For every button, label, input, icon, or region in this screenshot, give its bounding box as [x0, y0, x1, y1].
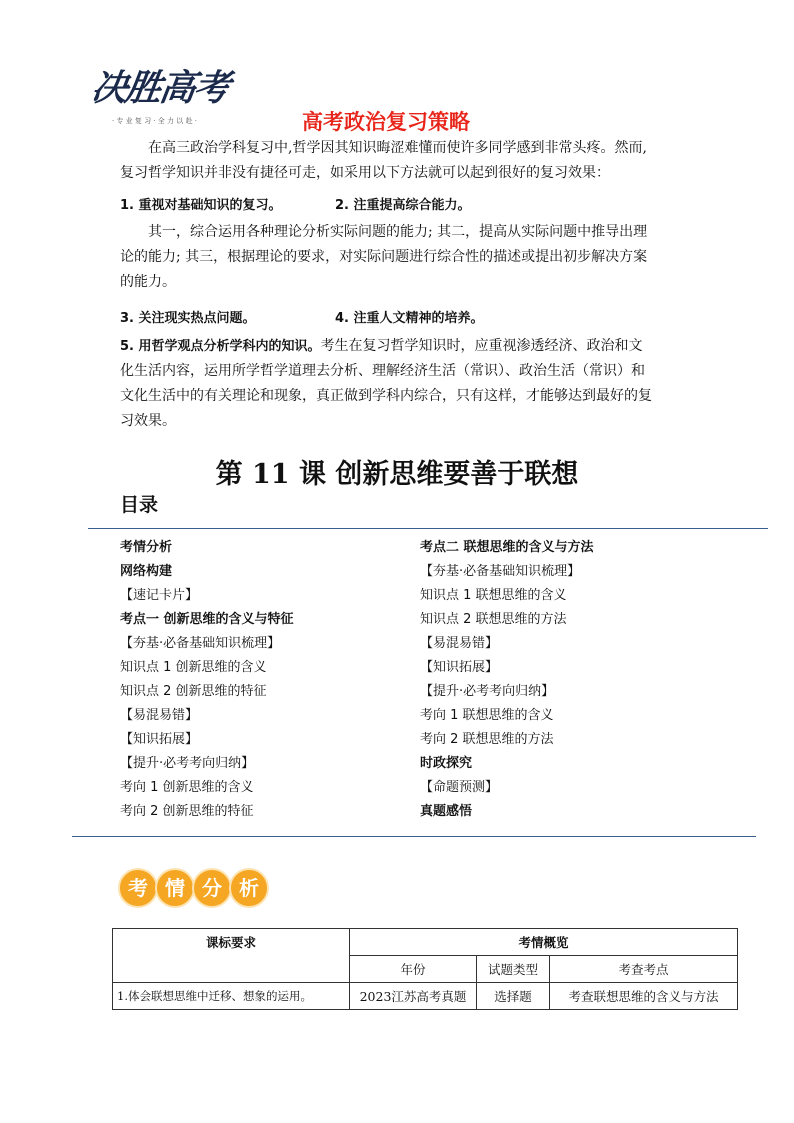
- tip-2-line-1: 其一，综合运用各种理论分析实际问题的能力; 其二，提高从实际问题中推导出理: [148, 224, 648, 240]
- lesson-title: 第 11 课 创新思维要善于联想: [215, 459, 579, 490]
- badge-char: 分: [202, 876, 222, 900]
- tip-5-line-2: 化生活内容，运用所学哲学道理去分析、理解经济生活（常识）、政治生活（常识）和: [120, 363, 645, 379]
- badge-char: 考: [128, 876, 148, 900]
- exam-analysis-table: [112, 928, 738, 1010]
- toc-right-item[interactable]: 考向 2 联想思维的方法: [420, 732, 554, 747]
- intro-line-1: 在高三政治学科复习中,哲学因其知识晦涩难懂而使许多同学感到非常头疼。然而,: [148, 140, 647, 156]
- logo: 决胜高考: [88, 68, 231, 109]
- divider-top: [88, 528, 768, 529]
- divider-bottom: [72, 836, 756, 837]
- tip-2: 2. 注重提高综合能力。: [335, 198, 471, 213]
- toc-right-item[interactable]: 【夯基·必备基础知识梳理】: [420, 564, 581, 579]
- header-overview: 考情概览: [350, 929, 738, 956]
- toc-left-item[interactable]: 考向 1 创新思维的含义: [120, 780, 254, 795]
- toc-left-item[interactable]: 【易混易错】: [120, 708, 199, 723]
- cell-curriculum: 1.体会联想思维中迁移、想象的运用。: [113, 983, 350, 1010]
- toc-left-item[interactable]: 【提升·必考考向归纳】: [120, 756, 255, 771]
- toc-left-column: [120, 536, 294, 824]
- toc-left-item[interactable]: 考情分析: [120, 540, 173, 555]
- toc-right-item[interactable]: 考向 1 联想思维的含义: [420, 708, 554, 723]
- tip-2-line-2: 论的能力; 其三，根据理论的要求，对实际问题进行综合性的描述或提出初步解决方案: [120, 249, 648, 265]
- toc-left-item[interactable]: 考点一 创新思维的含义与特征: [120, 612, 294, 627]
- toc-right-item[interactable]: 【易混易错】: [420, 636, 499, 651]
- tip-5-detail: [120, 334, 680, 434]
- subheader-topic: 考查考点: [550, 956, 738, 983]
- tip-2-detail: [120, 220, 680, 295]
- tip-5: 5. 用哲学观点分析学科内的知识。: [120, 339, 321, 354]
- toc-left-item[interactable]: 网络构建: [120, 564, 173, 579]
- tip-3: 3. 关注现实热点问题。: [120, 311, 256, 326]
- toc-right-item[interactable]: 真题感悟: [420, 804, 473, 819]
- toc-right-item[interactable]: 【命题预测】: [420, 780, 499, 795]
- intro-line-2: 复习哲学知识并非没有捷径可走，如采用以下方法就可以起到很好的复习效果：: [120, 165, 610, 181]
- logo-subtitle: · 专 业 复 习 · 全 力 以 赴 ·: [112, 117, 197, 125]
- toc-left-item[interactable]: 知识点 1 创新思维的含义: [120, 660, 267, 675]
- toc-right-column: [420, 536, 594, 824]
- tip-5-line-1: 考生在复习哲学知识时，应重视渗透经济、政治和文: [320, 338, 643, 354]
- cell-topic: 考查联想思维的含义与方法: [550, 983, 738, 1010]
- tip-2-line-3: 的能力。: [120, 274, 176, 290]
- toc-left-item[interactable]: 【速记卡片】: [120, 588, 199, 603]
- toc-title: 目录: [120, 494, 159, 516]
- toc-left-item[interactable]: 考向 2 创新思维的特征: [120, 804, 254, 819]
- tip-1: 1. 重视对基础知识的复习。: [120, 198, 282, 213]
- tip-5-line-3: 文化生活中的有关理论和现象，真正做到学科内综合，只有这样，才能够达到最好的复: [120, 388, 652, 404]
- tip-4: 4. 注重人文精神的培养。: [335, 311, 484, 326]
- header-curriculum: 课标要求: [113, 929, 350, 983]
- badge-char: 情: [165, 876, 185, 900]
- toc-right-item[interactable]: 考点二 联想思维的含义与方法: [420, 540, 594, 555]
- toc-right-item[interactable]: 知识点 1 联想思维的含义: [420, 588, 567, 603]
- toc-left-item[interactable]: 【知识拓展】: [120, 732, 199, 747]
- badge-char: 析: [239, 876, 259, 900]
- subheader-type: 试题类型: [477, 956, 550, 983]
- page-title: 高考政治复习策略: [302, 110, 470, 134]
- toc-right-item[interactable]: 时政探究: [420, 756, 473, 771]
- tip-5-line-4: 习效果。: [120, 413, 176, 429]
- toc-left-item[interactable]: 【夯基·必备基础知识梳理】: [120, 636, 281, 651]
- cell-type: 选择题: [477, 983, 550, 1010]
- toc-right-item[interactable]: 知识点 2 联想思维的方法: [420, 612, 567, 627]
- cell-year: 2023江苏高考真题: [350, 983, 477, 1010]
- intro-paragraph: [120, 136, 680, 186]
- section-badge-kaoqing: [118, 866, 270, 910]
- toc-right-item[interactable]: 【知识拓展】: [420, 660, 499, 675]
- subheader-year: 年份: [350, 956, 477, 983]
- toc-left-item[interactable]: 知识点 2 创新思维的特征: [120, 684, 267, 699]
- toc-right-item[interactable]: 【提升·必考考向归纳】: [420, 684, 555, 699]
